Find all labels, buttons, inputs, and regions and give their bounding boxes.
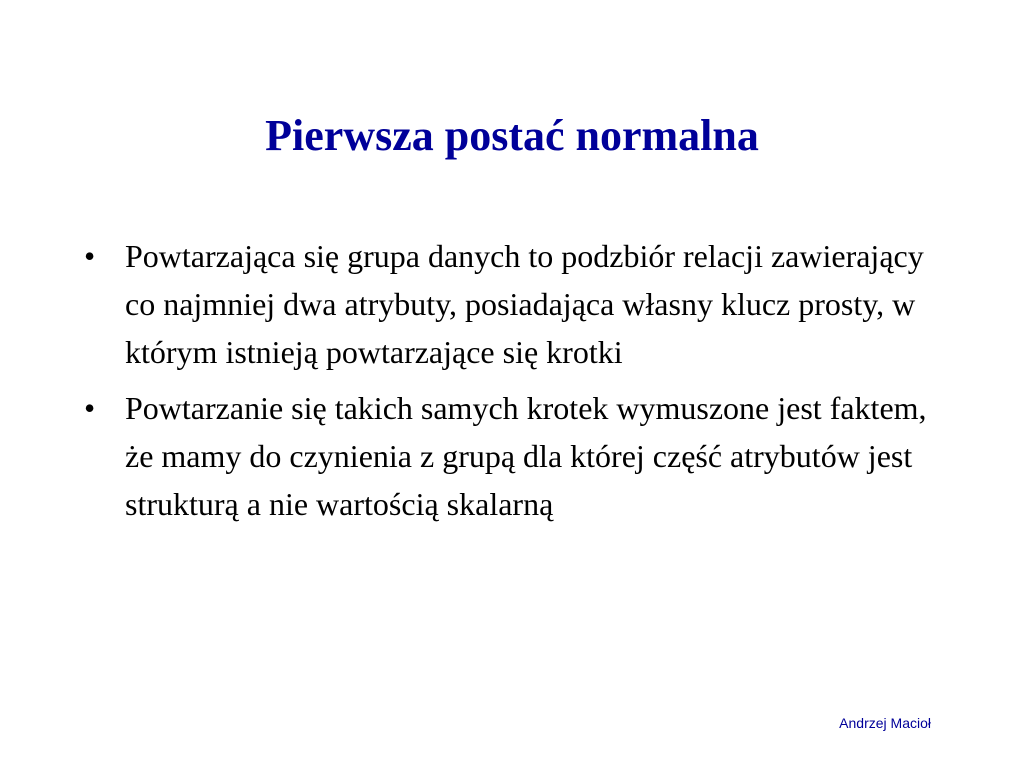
- bullet-list: [84, 232, 954, 536]
- bullet-text: Powtarzanie się takich samych krotek wymuszone jest faktem, że mamy do czynienia z grupą dla której część atrybutów jest strukturą a nie wartością skalarną: [125, 390, 927, 522]
- bullet-icon: •: [84, 238, 96, 274]
- slide-title: Pierwsza postać normalna: [265, 111, 759, 160]
- bullet-item: [84, 384, 954, 528]
- bullet-item: [84, 232, 954, 376]
- bullet-text: Powtarzająca się grupa danych to podzbiór relacji zawierający co najmniej dwa atrybuty, posiadająca własny klucz prosty, w którym istnieją powtarzające się krotki: [125, 238, 924, 370]
- bullet-icon: •: [84, 390, 96, 426]
- author-footer: Andrzej Macioł: [839, 715, 931, 731]
